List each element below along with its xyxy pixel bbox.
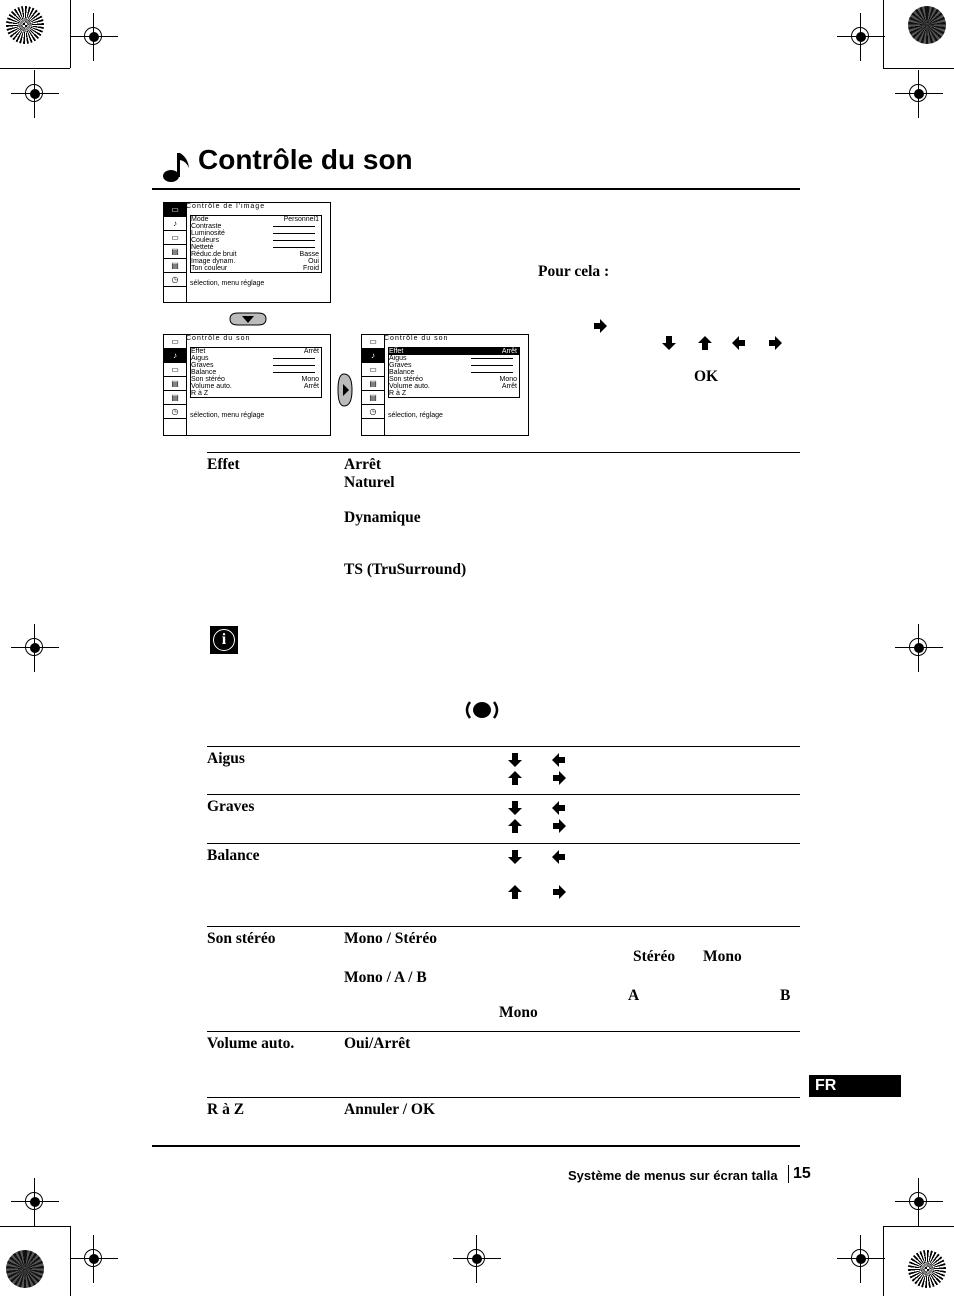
arrow-up-icon (507, 884, 523, 900)
volume-auto-label: Volume auto. (207, 1035, 295, 1052)
menu-row (191, 258, 321, 265)
menu-row-label: Balance (191, 369, 217, 376)
table-rule (207, 794, 800, 795)
registration-target (909, 84, 929, 104)
crop-mark (70, 0, 71, 68)
mono-value-2: Mono (499, 1004, 538, 1021)
registration-rosette (6, 6, 44, 44)
menu-row-label: R à Z (389, 390, 407, 397)
menu-row-label: R à Z (191, 390, 209, 397)
menu-row (389, 369, 519, 376)
menu-row-label: Graves (191, 362, 214, 369)
son-stereo-label: Son stéréo (207, 930, 276, 947)
ok-label: OK (694, 368, 719, 385)
menu-row-slider (273, 365, 315, 366)
registration-rosette (6, 1250, 44, 1288)
registration-target (84, 27, 104, 47)
arrow-down-key-icon (228, 311, 268, 327)
registration-target (909, 638, 929, 658)
registration-target (851, 1249, 871, 1269)
arrow-right-icon (767, 335, 783, 351)
menu-row (389, 362, 519, 369)
menu-row (389, 376, 519, 383)
menu-row-label: Volume auto. (191, 383, 232, 390)
registration-target (909, 1192, 929, 1212)
menu-row-label: Graves (389, 362, 412, 369)
arrow-left-icon (551, 752, 567, 768)
title-rule (152, 188, 800, 190)
menu-row-slider (273, 358, 315, 359)
table-rule (207, 746, 800, 747)
menu-row (191, 390, 321, 397)
registration-target (467, 1249, 487, 1269)
crop-mark (70, 1226, 71, 1296)
registration-target (25, 84, 45, 104)
effet-label: Effet (207, 456, 240, 473)
menu-row (191, 237, 321, 244)
menu-row-label: Contraste (191, 223, 222, 230)
crop-mark (883, 68, 954, 69)
registration-rosette (908, 6, 946, 44)
arrow-up-icon (697, 335, 713, 351)
menu-row-label: Balance (389, 369, 415, 376)
menu-footer: sélection, menu réglage (190, 412, 265, 419)
menu-row-label: Netteté (191, 244, 214, 251)
menu-row-value: Arrêt (501, 383, 517, 390)
crop-mark (883, 1226, 954, 1227)
menu-row-label: Ton couleur (191, 265, 228, 272)
menu-row-label: Effet (389, 348, 404, 355)
table-rule (207, 1097, 800, 1098)
menu-row-value: Froid (303, 265, 319, 272)
note-icon (162, 150, 192, 184)
arrow-right-icon (592, 318, 608, 334)
menu-header: Contrôle du son (186, 335, 251, 342)
arrow-right-key-icon (336, 372, 354, 408)
menu-row-label: Couleurs (191, 237, 220, 244)
crop-mark (883, 0, 884, 68)
menu-row-label: Image dynam. (191, 258, 236, 265)
menu-row (191, 216, 321, 223)
menu-row (389, 348, 519, 355)
arrow-up-icon (507, 818, 523, 834)
son-stereo-option-1: Mono / Stéréo (344, 930, 437, 947)
menu-row (191, 230, 321, 237)
menu-row (191, 362, 321, 369)
stereo-value: Stéréo (633, 948, 676, 965)
menu-row-slider (273, 372, 315, 373)
footer-text: Système de menus sur écran talla (568, 1168, 778, 1183)
menu-row-value: Mono (499, 376, 517, 383)
menu-row (191, 244, 321, 251)
info-icon: i (210, 626, 238, 654)
menu-row-value: Basse (299, 251, 319, 258)
crop-mark (0, 1226, 70, 1227)
arrow-left-icon (551, 849, 567, 865)
menu-row-label: Son stéréo (389, 376, 423, 383)
footer-rule (152, 1145, 800, 1147)
menu-footer: sélection, menu réglage (190, 280, 265, 287)
registration-target (25, 638, 45, 658)
registration-rosette (908, 1250, 946, 1288)
menu-row (191, 223, 321, 230)
menu-row-value: Arrêt (501, 348, 517, 355)
effet-option-naturel: Naturel (344, 474, 395, 491)
aigus-label: Aigus (207, 750, 245, 767)
menu-row-value: Arrêt (303, 383, 319, 390)
menu-row-label: Son stéréo (191, 376, 225, 383)
menu-row (191, 376, 321, 383)
menu-row-slider (471, 358, 513, 359)
menu-image-screenshot: ▭ ♪ ▭ ▤ ▤ ◷ Contrôle de l'image Mode Personnel1 Contraste Luminosité Couleurs Netteté Réduc.de bruit Basse Image dynam. Oui Ton couleur Froid sélection, menu réglage (163, 202, 331, 303)
table-rule (207, 926, 800, 927)
menu-header: Contrôle du son (384, 335, 449, 342)
menu-row-slider (273, 226, 315, 227)
menu-row-slider (273, 233, 315, 234)
menu-son-screenshot-1: ▭ ♪ ▭ ▤ ▤ ◷ Contrôle du son Effet Arrêt Aigus Graves Balance Son stéréo Mono Volume auto. Arrêt R à Z sélection, menu réglage (163, 334, 331, 436)
menu-row (389, 383, 519, 390)
menu-row-label: Aigus (389, 355, 407, 362)
raz-option: Annuler / OK (344, 1101, 436, 1118)
effet-option-trusurround: TS (TruSurround) (344, 561, 467, 578)
arrow-left-icon (731, 335, 747, 351)
arrow-right-icon (551, 770, 567, 786)
crop-mark (883, 1226, 884, 1296)
arrow-down-icon (507, 752, 523, 768)
menu-row (191, 383, 321, 390)
menu-row-value: Arrêt (303, 348, 319, 355)
menu-row-label: Mode (191, 216, 209, 223)
pour-cela-label: Pour cela : (538, 263, 610, 280)
registration-target (25, 1192, 45, 1212)
arrow-right-icon (551, 818, 567, 834)
menu-body (388, 347, 520, 398)
language-tab: FR (809, 1075, 901, 1097)
effet-option-arret: Arrêt (344, 456, 381, 473)
arrow-down-icon (507, 849, 523, 865)
menu-row (389, 390, 519, 397)
arrow-right-icon (551, 884, 567, 900)
balance-label: Balance (207, 847, 260, 864)
menu-row (389, 355, 519, 362)
graves-label: Graves (207, 798, 255, 815)
crop-mark (0, 68, 70, 69)
menu-row-value: Personnel1 (283, 216, 319, 223)
menu-row-value: Oui (308, 258, 319, 265)
menu-body (190, 347, 322, 398)
volume-auto-option: Oui/Arrêt (344, 1035, 411, 1052)
registration-target (851, 27, 871, 47)
page-title: Contrôle du son (198, 144, 413, 175)
son-stereo-option-2: Mono / A / B (344, 969, 427, 986)
table-rule (207, 1031, 800, 1032)
arrow-down-icon (507, 800, 523, 816)
menu-row (191, 251, 321, 258)
arrow-down-icon (661, 335, 677, 351)
menu-row-label: Aigus (191, 355, 209, 362)
table-rule (207, 452, 800, 453)
channel-a-value: A (628, 987, 640, 1004)
arrow-left-icon (551, 800, 567, 816)
menu-body (190, 215, 322, 273)
menu-row-value: Mono (301, 376, 319, 383)
effet-option-dynamique: Dynamique (344, 509, 421, 526)
raz-label: R à Z (207, 1101, 245, 1118)
arrow-up-icon (507, 770, 523, 786)
menu-row-slider (471, 365, 513, 366)
menu-row-label: Volume auto. (389, 383, 430, 390)
menu-row-slider (471, 372, 513, 373)
menu-row (191, 355, 321, 362)
sound-button-icon (461, 699, 503, 721)
channel-b-value: B (780, 987, 791, 1004)
menu-son-screenshot-2: ▭ ♪ ▭ ▤ ▤ ◷ Contrôle du son Effet Arrêt Aigus Graves Balance Son stéréo Mono Volume auto. Arrêt R à Z sélection, réglage (361, 334, 529, 436)
menu-row-label: Luminosité (191, 230, 225, 237)
mono-value: Mono (703, 948, 742, 965)
page-number: 15 (788, 1165, 811, 1183)
menu-row-label: Réduc.de bruit (191, 251, 237, 258)
table-rule (207, 843, 800, 844)
registration-target (84, 1249, 104, 1269)
menu-row-label: Effet (191, 348, 206, 355)
menu-header: Contrôle de l'image (186, 203, 266, 210)
menu-footer: sélection, réglage (388, 412, 443, 419)
menu-row (191, 369, 321, 376)
menu-row (191, 348, 321, 355)
menu-row-slider (273, 247, 315, 248)
menu-row (191, 265, 321, 272)
menu-row-slider (273, 240, 315, 241)
